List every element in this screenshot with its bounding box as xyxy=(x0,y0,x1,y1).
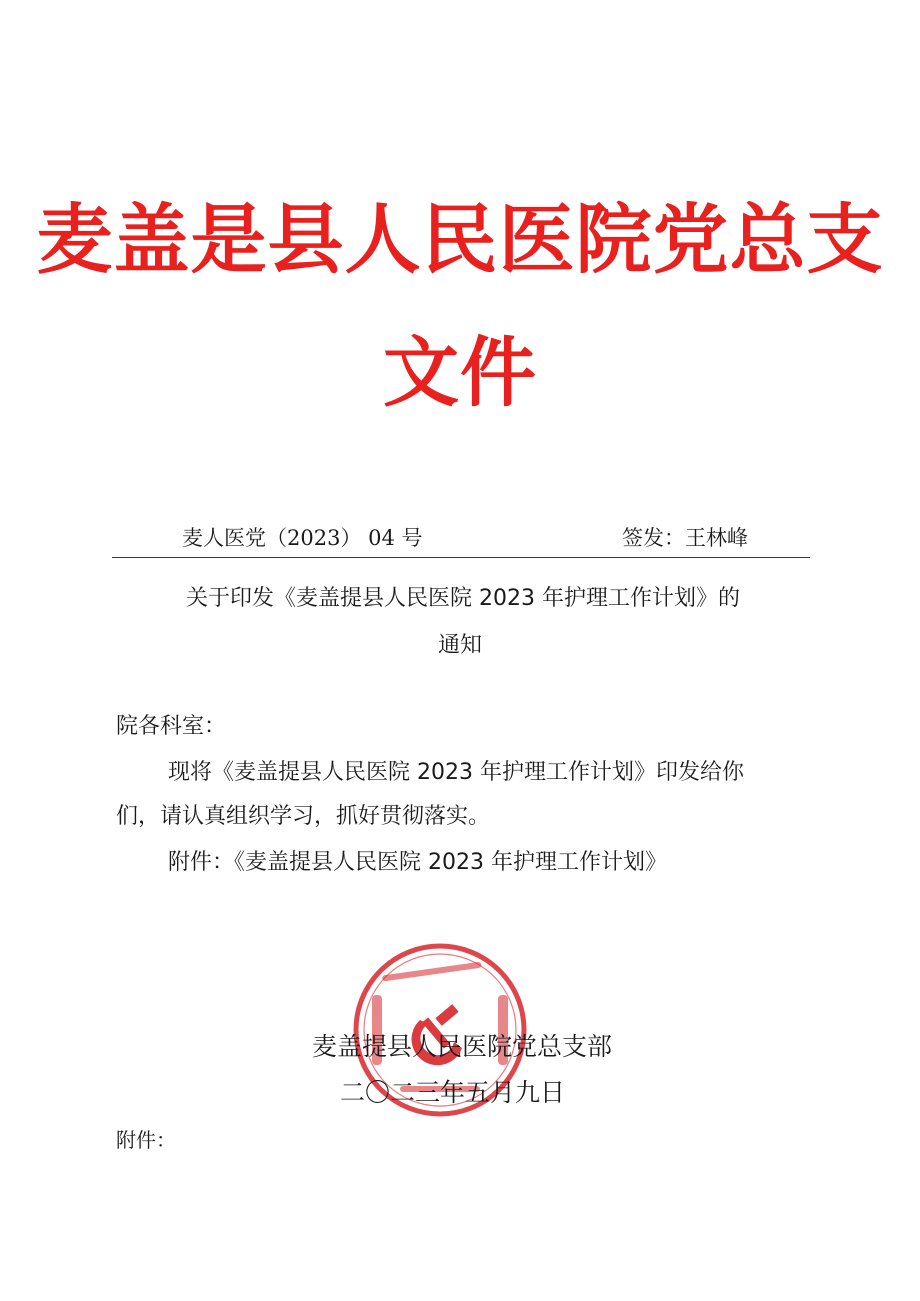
body-paragraph-line2: 们，请认真组织学习，抓好贯彻落实。 xyxy=(116,804,491,829)
notice-title-line2: 通知 xyxy=(437,633,482,658)
issuer-signoff: 签发：王林峰 xyxy=(622,526,748,550)
attachment-reference: 附件：《麦盖提县人民医院 2023 年护理工作计划》 xyxy=(168,850,667,875)
document-number: 麦人医党（2023） 04 号 xyxy=(182,526,423,550)
issue-date: 二〇二三年五月九日 xyxy=(340,1078,566,1107)
notice-title-line1: 关于印发《麦盖提县人民医院 2023 年护理工作计划》的 xyxy=(186,586,740,611)
body-paragraph-line1: 现将《麦盖提县人民医院 2023 年护理工作计划》印发给你 xyxy=(168,760,744,785)
document-title-line2: 文件 xyxy=(383,328,537,417)
attachment-label: 附件： xyxy=(116,1128,176,1152)
salutation: 院各科室： xyxy=(116,714,227,739)
header-divider xyxy=(112,557,810,558)
issuing-organization: 麦盖提县人民医院党总支部 xyxy=(312,1032,613,1061)
document-title-line1: 麦盖是县人民医院党总支 xyxy=(36,195,884,284)
